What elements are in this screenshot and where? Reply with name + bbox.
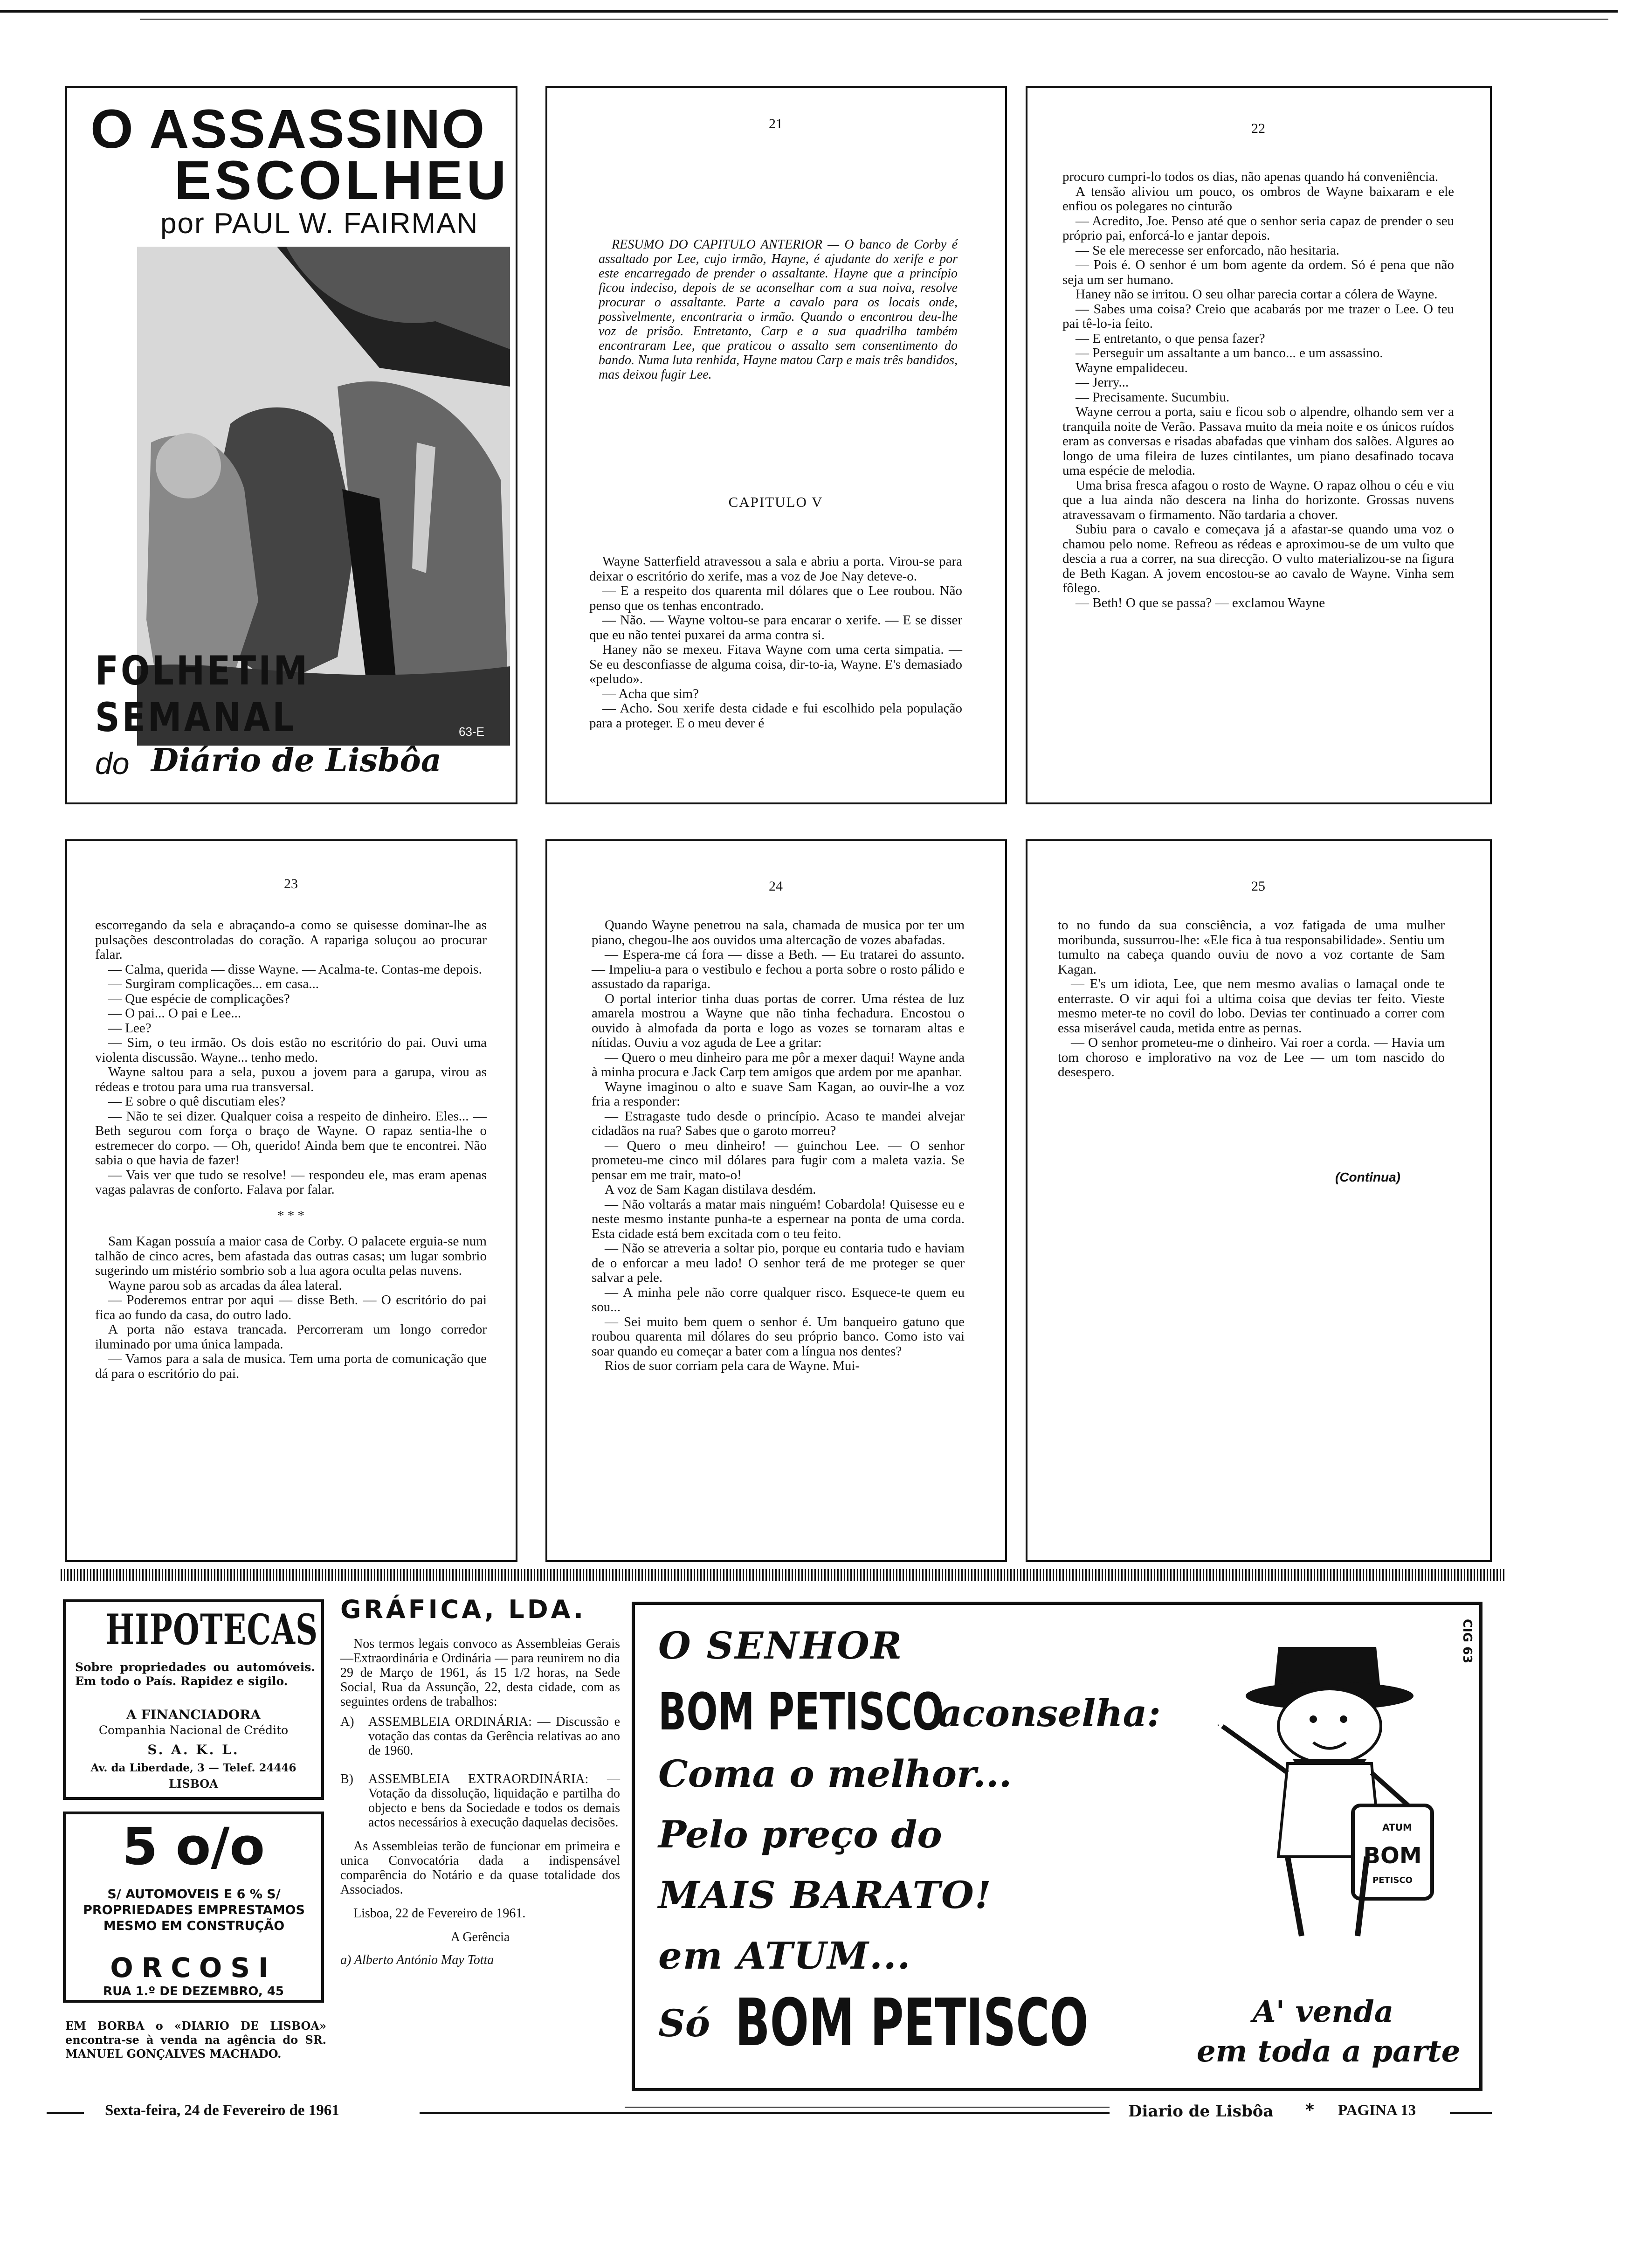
ad-line-senhor: O SENHOR: [658, 1624, 903, 1667]
grafica-signature: a) Alberto António May Totta: [340, 1953, 494, 1967]
serial-title-line1: O ASSASSINO: [90, 98, 486, 160]
can-label-mid: BOM: [1363, 1843, 1422, 1869]
serial-page-21: [545, 86, 1007, 804]
paragraph: — O senhor prometeu-me o dinheiro. Vai roer a corda. — Havia um tom choroso e implorativo na voz de Lee — um tom nascido do desespero.: [1058, 1035, 1445, 1079]
summary-text: RESUMO DO CAPITULO ANTERIOR — O banco de Corby é assaltado por Lee, cujo irmão, Hayne, é ajudante do xerife e por este encarregado de prender o assaltante. Hayne que a princípio ficou indeciso, depois de se aconselhar com a sua noiva, resolve procurar o assaltante. Parte a cavalo para os locais onde, possìvelmente, encontraria o irmão. Quando o encontrou deu-lhe voz de prisão. Entretanto, Carp e a sua quadrilha também encontraram Lee, que praticou o assalto sem consentimento do bando. Numa luta renhida, Hayne matou Carp e mais três bandidos, mas deixou fugir Lee.: [599, 237, 958, 382]
grafica-sign: A Gerência: [450, 1930, 510, 1944]
paragraph: O portal interior tinha duas portas de correr. Uma réstea de luz amarela mostrou a Wayne que não tinha fechadura. Encostou o ouvido à almofada da porta e logo as vozes se tornaram altas e nítidas. Ouviu a voz aguda de Lee a gritar:: [592, 991, 965, 1050]
footer-star: *: [1305, 2101, 1314, 2120]
serial-page-24: [545, 839, 1007, 1562]
footer-rule-mid-thin: [625, 2107, 1110, 2108]
ad-line-bom-petisco-2: BOM PETISCO: [735, 1985, 1089, 2061]
paragraph: — A minha pele não corre qualquer risco. Esquece-te quem eu sou...: [592, 1285, 965, 1314]
paragraph: Wayne Satterfield atravessou a sala e abriu a porta. Virou-se para deixar o escritório do xerife, mas a voz de Joe Nay deteve-o.: [589, 554, 962, 584]
folhetim-cover-panel: [65, 86, 517, 804]
paragraph: — Acho. Sou xerife desta cidade e fui escolhido pela população para a proteger. E o meu dever é: [589, 701, 962, 731]
ad-hipotecas-company: A FINANCIADORA: [126, 1707, 261, 1722]
paragraph: — Não voltarás a matar mais ninguém! Cobardola! Quisesse eu e neste mesmo instante punha-te a espernear na ponta de uma corda. Esta cidade está bem excitada com o teu feito.: [592, 1196, 965, 1241]
semanal-label: SEMANAL: [95, 694, 296, 741]
ad-line-barato: MAIS BARATO!: [658, 1873, 992, 1917]
item-a-label: A): [340, 1715, 354, 1729]
page-number: 21: [769, 116, 783, 131]
ad-orcosi: [63, 1812, 324, 2003]
paragraph: — Precisamente. Sucumbiu.: [1076, 389, 1230, 405]
continua-label: (Continua): [1335, 1170, 1400, 1184]
paragraph: — Vamos para a sala de musica. Tem uma porta de comunicação que dá para o escritório do pai.: [95, 1351, 487, 1381]
page-number: 23: [284, 876, 298, 892]
paragraph: — Pois é. O senhor é um bom agente da ordem. Só é pena que não seja um ser humano.: [1062, 257, 1454, 287]
paragraph: Wayne imaginou o alto e suave Sam Kagan, ao ouvir-lhe a voz fria a responder:: [592, 1079, 965, 1109]
serial-page-22: [1026, 86, 1492, 804]
paragraph: Wayne empalideceu.: [1076, 360, 1188, 375]
folhetim-label: FOLHETIM: [95, 648, 310, 694]
paragraph: A voz de Sam Kagan distilava desdém.: [605, 1182, 816, 1197]
ad-line-atum: em ATUM...: [658, 1934, 911, 1978]
paragraph: — Lee?: [108, 1020, 152, 1036]
paragraph: — O pai... O pai e Lee...: [108, 1006, 241, 1021]
paper-name-gothic: Diário de Lisbôa: [151, 742, 441, 779]
ad-orcosi-address: RUA 1.º DE DEZEMBRO, 45: [103, 1984, 284, 1998]
paragraph: — Acredito, Joe. Penso até que o senhor seria capaz de prender o seu próprio pai, enforcá-lo e jantar depois.: [1062, 213, 1454, 243]
grafica-body: [340, 1637, 620, 1967]
paragraph: — Se ele merecesse ser enforcado, não hesitaria.: [1076, 242, 1340, 258]
footer-paper-name: Diario de Lisbôa: [1128, 2102, 1274, 2121]
ad-line-preco: Pelo preço do: [658, 1812, 942, 1856]
grafica-item-a: [340, 1715, 620, 1758]
paragraph: — Jerry...: [1076, 375, 1129, 390]
ad-hipotecas-city: LISBOA: [169, 1777, 218, 1791]
ad-hipotecas-company-full: Companhia Nacional de Crédito: [98, 1723, 289, 1737]
do-label: do: [95, 746, 130, 781]
footer-page: PAGINA 13: [1338, 2102, 1416, 2119]
paragraph: Subiu para o cavalo e começava já a afastar-se quando uma voz o chamou pelo nome. Refreou as rédeas e aproximou-se de um vulto que descia a rua a correr, na sua direcção. O vulto materializou-se na figura de Beth Kagan. A jovem encostou-se ao cavalo de Wayne. Vinha sem fôlego.: [1062, 522, 1454, 595]
paragraph: — Sabes uma coisa? Creio que acabarás por me trazer o Lee. O teu pai tê-lo-ia feito.: [1062, 301, 1454, 331]
item-b-text: ASSEMBLEIA EXTRAORDINÁRIA: — Votação da dissolução, liquidação e partilha do objecto e bens da Sociedade e todos os demais actos necessários à execução daquelas decisões.: [368, 1772, 620, 1830]
paragraph: Wayne saltou para a sela, puxou a jovem para a garupa, virou as rédeas e trotou para uma rua transversal.: [95, 1065, 487, 1094]
page-text: [95, 918, 487, 1381]
grafica-item-b: [340, 1772, 620, 1830]
ad-orcosi-name: ORCOSI: [110, 1952, 277, 1984]
paragraph: escorregando da sela e abraçando-a como se quisesse dominar-lhe as pulsações descontroladas do coração. A rapariga soluçou ao procurar falar.: [95, 918, 487, 962]
ad-venda-2: em toda a parte: [1197, 2034, 1461, 2069]
ad-line-so: Só: [658, 2001, 710, 2045]
ad-orcosi-rate: 5 o/o: [122, 1817, 265, 1876]
paragraph: — Poderemos entrar por aqui — disse Beth. — O escritório do pai fica ao fundo da casa, do outro lado.: [95, 1293, 487, 1322]
paragraph: — Perseguir um assaltante a um banco... e um assassino.: [1076, 346, 1383, 360]
paragraph: — Vais ver que tudo se resolve! — respondeu ele, mas eram apenas vagas palavras de conforto. Falava por falar.: [95, 1167, 487, 1197]
paragraph: — Sei muito bem quem o senhor é. Um banqueiro gatuno que roubou quarenta mil dólares do seu próprio banco. Como isto vai soar quando eu começar a bater com a língua nos dentes?: [592, 1314, 965, 1359]
item-b-label: B): [340, 1772, 353, 1786]
paragraph: — Quero o meu dinheiro! — guinchou Lee. — O senhor prometeu-me cinco mil dólares para fugir com a maleta vazia. Se pensar em me trair, mato-o!: [592, 1138, 965, 1182]
serial-title-line2: ESCOLHEU: [174, 150, 510, 211]
paragraph: — Surgiram complicações... em casa...: [108, 976, 319, 991]
ad-line-bom-petisco: BOM PETISCO: [658, 1682, 944, 1742]
ad-hipotecas-address: Av. da Liberdade, 3 — Telef. 24446: [90, 1762, 296, 1774]
serial-page-23: [65, 839, 517, 1562]
paragraph: Wayne cerrou a porta, saiu e ficou sob o alpendre, olhando sem ver a tranquila noite de Verão. Passava muito da meia noite e os únicos ruídos eram as conversas e risadas abafadas que vinham dos salões. Algures ao longo de uma fileira de luzes cintilantes, um piano desafinado tocava uma espécie de melodia.: [1062, 404, 1454, 478]
paragraph: — E sobre o quê discutiam eles?: [108, 1094, 286, 1109]
ad-hipotecas: [63, 1599, 324, 1800]
paragraph: — Quero o meu dinheiro para me pôr a mexer daqui! Wayne anda à minha procura e Jack Carp tem amigos que ardem por me apanhar.: [592, 1050, 965, 1079]
page-text: [592, 918, 965, 1374]
ad-bom-petisco: [632, 1602, 1482, 2091]
page-number: 24: [769, 878, 783, 894]
paragraph: — Acha que sim?: [602, 686, 699, 701]
paragraph: Rios de suor corriam pela cara de Wayne. Mui-: [605, 1358, 860, 1373]
mascot-illustration: [1218, 1614, 1441, 1941]
top-rule-thin: [140, 19, 1608, 20]
paragraph: Haney não se irritou. O seu olhar parecia cortar a cólera de Wayne.: [1076, 287, 1438, 302]
ad-hipotecas-title: HIPOTECAS: [105, 1605, 318, 1654]
grafica-intro: Nos termos legais convoco as Assembleias Gerais—Extraordinária e Ordinária — para reunirem no dia 29 de Março de 1961, ás 15 1/2 horas, na Sede Social, Rua da Assunção, 22, desta cidade, com as seguintes ordens de trabalhos:: [340, 1637, 620, 1709]
grafica-notice: [340, 1595, 620, 2098]
paragraph: — Calma, querida — disse Wayne. — Acalma-te. Contas-me depois.: [108, 961, 482, 977]
ad-orcosi-body: S/ AUTOMOVEIS E 6 % S/ PROPRIEDADES EMPRESTAMOS MESMO EM CONSTRUÇÃO: [83, 1887, 305, 1933]
footer-rule-mid: [420, 2112, 1110, 2114]
hatched-divider: [61, 1569, 1506, 1581]
can-label-bottom: PETISCO: [1372, 1875, 1413, 1885]
paragraph: — Estragaste tudo desde o princípio. Acaso te mandei alvejar cidadãos na rua? Sabes que o garoto morreu?: [592, 1108, 965, 1138]
serial-page-25: [1026, 839, 1492, 1562]
page-number: 25: [1251, 878, 1265, 894]
agency-mark: CIG 63: [1460, 1619, 1474, 1664]
paragraph: — Não. — Wayne voltou-se para encarar o xerife. — E se disser que eu não tentei puxarei da arma contra si.: [589, 613, 962, 643]
serial-byline: por PAUL W. FAIRMAN: [160, 207, 479, 240]
grafica-closing: As Assembleias terão de funcionar em primeira e unica Convocatória dada a indispensável comparência do Notário e da quase totalidade dos Associados.: [340, 1839, 620, 1897]
chapter-heading: CAPITULO V: [728, 494, 823, 510]
grafica-date: Lisboa, 22 de Fevereiro de 1961.: [353, 1906, 526, 1921]
paragraph: — Sim, o teu irmão. Os dois estão no escritório do pai. Ouvi uma violenta discussão. Wayne... tenho medo.: [95, 1035, 487, 1065]
ad-line-aconselha: aconselha:: [938, 1691, 1161, 1735]
ad-hipotecas-body: Sobre propriedades ou automóveis. Em todo o País. Rapidez e sigilo.: [75, 1660, 315, 1688]
page-text: [1062, 170, 1454, 610]
item-a-text: ASSEMBLEIA ORDINÁRIA: — Discussão e votação das contas da Gerência relativas ao ano de 1960.: [368, 1715, 620, 1758]
fisherman-mascot-icon: [1218, 1614, 1441, 1941]
paragraph: Haney não se mexeu. Fitava Wayne com uma certa simpatia. — Se eu desconfiasse de alguma coisa, dir-to-ia, Wayne. E's demasiado «peludo».: [589, 642, 962, 686]
paragraph: Quando Wayne penetrou na sala, chamada de musica por ter um piano, chegou-lhe aos ouvidos uma altercação de vozes abafadas.: [592, 918, 965, 947]
paragraph: — Beth! O que se passa? — exclamou Wayne: [1076, 595, 1325, 610]
ad-venda-1: A' venda: [1253, 1994, 1394, 2029]
paragraph: Sam Kagan possuía a maior casa de Corby. O palacete erguia-se num talhão de cinco acres, bem afastada das outras casas; um lugar sombrio sugerindo um mistério sombrio sob a lua agora oculta pelas nuvens.: [95, 1234, 487, 1278]
paragraph: — Que espécie de complicações?: [108, 991, 290, 1006]
footer-date: Sexta-feira, 24 de Fevereiro de 1961: [105, 2102, 339, 2119]
illustration-tag: 63-E: [459, 725, 484, 739]
paragraph: — Não se atreveria a soltar pio, porque eu contaria tudo e haviam de o enforcar a meu lado! O senhor terá de me proteger se quer salvar a pele.: [592, 1241, 965, 1285]
paragraph: to no fundo da sua consciência, a voz fatigada de uma mulher moribunda, sussurrou-lhe: «Ele fica à tua responsabilidade». Sentiu um tumulto na cabeça quando ouviu de novo a voz cortante de Sam Kagan.: [1058, 918, 1445, 977]
footer-rule-left: [47, 2112, 84, 2114]
paragraph: — Não te sei dizer. Qualquer coisa a respeito de dinheiro. Eles... — Beth segurou com força o braço de Wayne. O rapaz sentia-lhe o estremecer do corpo. — Oh, querido! Ainda bem que te encontrei. Não sabia o que havia de fazer!: [95, 1108, 487, 1168]
paragraph: — E entretanto, o que pensa fazer?: [1076, 331, 1265, 346]
paragraph: A tensão aliviou um pouco, os ombros de Wayne baixaram e ele enfiou os polegares no cinturão: [1062, 184, 1454, 214]
ad-hipotecas-sakl: S. A. K. L.: [147, 1742, 240, 1757]
page-text: [589, 554, 962, 731]
page-text: [1058, 918, 1445, 1080]
section-separator: * * *: [277, 1208, 304, 1223]
footer-rule-right: [1450, 2112, 1492, 2114]
page-number: 22: [1251, 121, 1265, 136]
paragraph: Uma brisa fresca afagou o rosto de Wayne. O rapaz olhou o céu e viu que a lua ainda não descera na linha do horizonte. Grossas nuvens atravessavam o firmamento. Não tardaria a chover.: [1062, 477, 1454, 522]
grafica-title: GRÁFICA, LDA.: [340, 1595, 586, 1624]
paragraph: A porta não estava trancada. Percorreram um longo corredor iluminado por uma única lampada.: [95, 1322, 487, 1352]
chapter-summary: [599, 237, 958, 382]
ad-line-coma: Coma o melhor...: [658, 1752, 1012, 1796]
can-label-top: ATUM: [1382, 1822, 1412, 1833]
top-rule: [0, 10, 1618, 13]
borba-notice: EM BORBA o «DIARIO DE LISBOA» encontra-se à venda na agência do SR. MANUEL GONÇALVES MACHADO.: [65, 2019, 326, 2061]
paragraph: — E a respeito dos quarenta mil dólares que o Lee roubou. Não penso que os tenhas encontrado.: [589, 583, 962, 613]
paragraph: — E's um idiota, Lee, que nem mesmo avalias o lamaçal onde te enterraste. O vir aqui foi a ultima coisa que devias ter feito. Vieste mesmo meter-te no covil do lobo. Devias ter continuado a correr com essa miserável cauda, metida entre as pernas.: [1058, 976, 1445, 1036]
paragraph: — Espera-me cá fora — disse a Beth. — Eu tratarei do assunto. — Impeliu-a para o vestibulo e fechou a porta sobre o rosto pálido e assustado da rapariga.: [592, 947, 965, 991]
paragraph: Wayne parou sob as arcadas da álea lateral.: [108, 1278, 342, 1293]
paragraph: procuro cumpri-lo todos os dias, não apenas quando há conveniência.: [1062, 169, 1439, 184]
